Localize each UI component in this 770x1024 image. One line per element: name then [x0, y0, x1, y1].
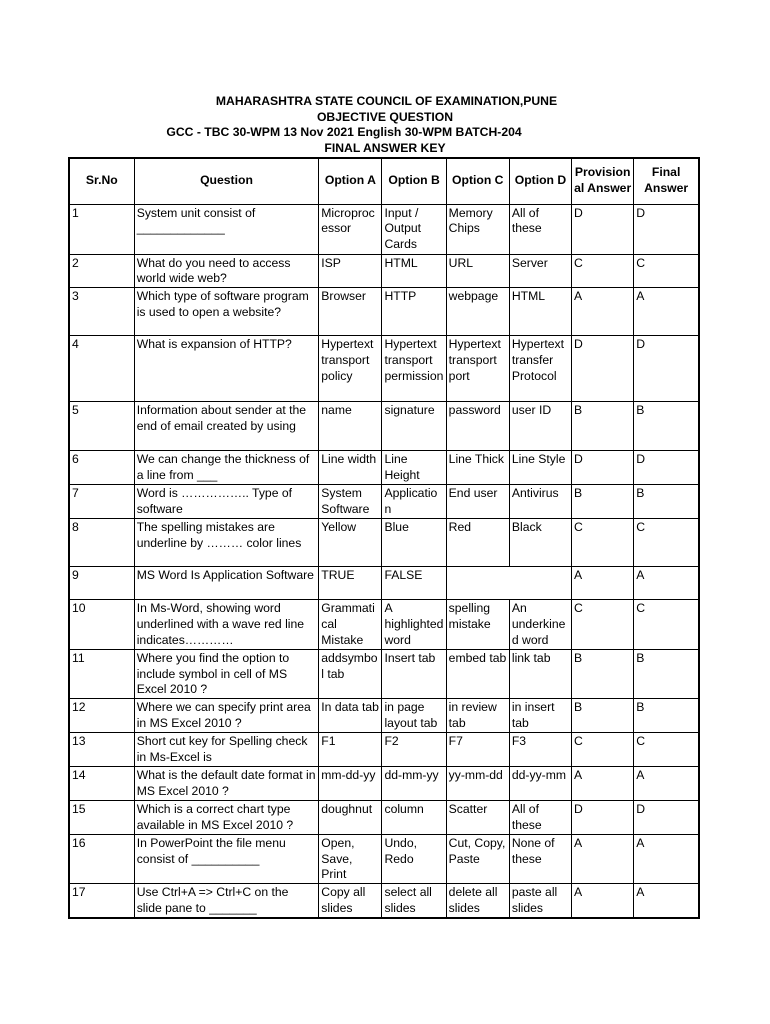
- document-header: [0, 94, 770, 156]
- cell-final-answer: A: [634, 884, 699, 918]
- cell-srno: 12: [69, 699, 134, 733]
- cell-option-d: Antivirus: [509, 485, 571, 519]
- cell-option-d: None of these: [509, 834, 571, 884]
- table-row: [69, 518, 699, 566]
- cell-provisional-answer: B: [572, 649, 634, 699]
- cell-option-c: embed tab: [446, 649, 509, 699]
- cell-option-b: FALSE: [382, 566, 446, 599]
- cell-question: The spelling mistakes are underline by ……… color lines: [134, 518, 319, 566]
- col-header-option-a: Option A: [319, 158, 382, 204]
- cell-final-answer: C: [634, 599, 699, 649]
- cell-srno: 17: [69, 884, 134, 918]
- cell-srno: 13: [69, 733, 134, 767]
- table-row: [69, 649, 699, 699]
- cell-option-c: Cut, Copy, Paste: [446, 834, 509, 884]
- cell-option-d: link tab: [509, 649, 571, 699]
- cell-option-a: addsymbol tab: [319, 649, 382, 699]
- cell-srno: 16: [69, 834, 134, 884]
- table-row: [69, 834, 699, 884]
- cell-final-answer: B: [634, 649, 699, 699]
- table-row: [69, 451, 699, 485]
- cell-question: In Ms-Word, showing word underlined with a wave red line indicates…………: [134, 599, 319, 649]
- cell-question: MS Word Is Application Software: [134, 566, 319, 599]
- cell-option-b: Application: [382, 485, 446, 519]
- cell-option-d: An underkined word: [509, 599, 571, 649]
- col-header-provisional-answer: Provisional Answer: [572, 158, 634, 204]
- cell-srno: 15: [69, 800, 134, 834]
- cell-option-a: System Software: [319, 485, 382, 519]
- cell-provisional-answer: A: [572, 884, 634, 918]
- cell-question: Where you find the option to include symbol in cell of MS Excel 2010 ?: [134, 649, 319, 699]
- cell-srno: 14: [69, 767, 134, 801]
- cell-question: System unit consist of _____________: [134, 204, 319, 254]
- cell-provisional-answer: D: [572, 336, 634, 402]
- cell-option-b: HTTP: [382, 288, 446, 336]
- cell-option-b: dd-mm-yy: [382, 767, 446, 801]
- cell-question: In PowerPoint the file menu consist of __________: [134, 834, 319, 884]
- cell-option-d: in insert tab: [509, 699, 571, 733]
- col-header-question: Question: [134, 158, 319, 204]
- table-row: [69, 800, 699, 834]
- cell-provisional-answer: A: [572, 288, 634, 336]
- cell-question: What is expansion of HTTP?: [134, 336, 319, 402]
- cell-final-answer: A: [634, 834, 699, 884]
- cell-option-a: In data tab: [319, 699, 382, 733]
- cell-option-a: name: [319, 402, 382, 451]
- cell-provisional-answer: C: [572, 518, 634, 566]
- cell-option-a: ISP: [319, 254, 382, 288]
- cell-srno: 3: [69, 288, 134, 336]
- cell-question: Short cut key for Spelling check in Ms-Excel is: [134, 733, 319, 767]
- cell-srno: 8: [69, 518, 134, 566]
- cell-option-b: HTML: [382, 254, 446, 288]
- cell-option-c: Line Thick: [446, 451, 509, 485]
- table-row: [69, 599, 699, 649]
- cell-option-a: Line width: [319, 451, 382, 485]
- cell-provisional-answer: B: [572, 485, 634, 519]
- cell-provisional-answer: D: [572, 451, 634, 485]
- cell-srno: 10: [69, 599, 134, 649]
- cell-option-a: doughnut: [319, 800, 382, 834]
- cell-final-answer: D: [634, 336, 699, 402]
- cell-provisional-answer: A: [572, 767, 634, 801]
- cell-option-c: URL: [446, 254, 509, 288]
- cell-option-b: Input / Output Cards: [382, 204, 446, 254]
- cell-srno: 9: [69, 566, 134, 599]
- cell-srno: 1: [69, 204, 134, 254]
- cell-option-c: delete all slides: [446, 884, 509, 918]
- cell-option-c: [446, 566, 571, 599]
- cell-final-answer: D: [634, 451, 699, 485]
- cell-option-a: Hypertext transport policy: [319, 336, 382, 402]
- cell-option-d: paste all slides: [509, 884, 571, 918]
- cell-final-answer: A: [634, 288, 699, 336]
- cell-question: Information about sender at the end of email created by using: [134, 402, 319, 451]
- cell-final-answer: C: [634, 518, 699, 566]
- cell-question: Which type of software program is used to open a website?: [134, 288, 319, 336]
- cell-srno: 7: [69, 485, 134, 519]
- cell-option-c: yy-mm-dd: [446, 767, 509, 801]
- cell-srno: 6: [69, 451, 134, 485]
- cell-srno: 11: [69, 649, 134, 699]
- cell-option-b: Undo, Redo: [382, 834, 446, 884]
- cell-question: What is the default date format in MS Excel 2010 ?: [134, 767, 319, 801]
- cell-question: Where we can specify print area in MS Excel 2010 ?: [134, 699, 319, 733]
- cell-question: We can change the thickness of a line from ___: [134, 451, 319, 485]
- cell-option-b: F2: [382, 733, 446, 767]
- cell-option-c: spelling mistake: [446, 599, 509, 649]
- cell-question: Word is …………….. Type of software: [134, 485, 319, 519]
- table-row: [69, 699, 699, 733]
- cell-option-d: Line Style: [509, 451, 571, 485]
- cell-question: Use Ctrl+A => Ctrl+C on the slide pane to _______: [134, 884, 319, 918]
- cell-option-c: Scatter: [446, 800, 509, 834]
- exam-details: GCC - TBC 30-WPM 13 Nov 2021 English 30-WPM BATCH-204: [166, 125, 522, 140]
- cell-provisional-answer: D: [572, 800, 634, 834]
- table-row: [69, 485, 699, 519]
- cell-option-c: webpage: [446, 288, 509, 336]
- cell-option-c: password: [446, 402, 509, 451]
- table-body: [69, 204, 699, 918]
- table-row: [69, 254, 699, 288]
- cell-final-answer: A: [634, 566, 699, 599]
- cell-option-b: Blue: [382, 518, 446, 566]
- table-header-row: [69, 158, 699, 204]
- cell-option-a: Grammatical Mistake: [319, 599, 382, 649]
- cell-option-b: column: [382, 800, 446, 834]
- cell-option-a: TRUE: [319, 566, 382, 599]
- cell-provisional-answer: C: [572, 254, 634, 288]
- table-row: [69, 884, 699, 918]
- col-header-option-d: Option D: [509, 158, 571, 204]
- table-row: [69, 767, 699, 801]
- cell-final-answer: B: [634, 485, 699, 519]
- cell-provisional-answer: D: [572, 204, 634, 254]
- cell-option-c: F7: [446, 733, 509, 767]
- cell-question: What do you need to access world wide web?: [134, 254, 319, 288]
- col-header-srno: Sr.No: [69, 158, 134, 204]
- col-header-final-answer: Final Answer: [634, 158, 699, 204]
- cell-option-b: A highlighted word: [382, 599, 446, 649]
- cell-option-a: Browser: [319, 288, 382, 336]
- cell-option-a: F1: [319, 733, 382, 767]
- council-title: MAHARASHTRA STATE COUNCIL OF EXAMINATION,PUNE: [215, 94, 558, 108]
- table-row: [69, 566, 699, 599]
- cell-option-c: Memory Chips: [446, 204, 509, 254]
- cell-final-answer: B: [634, 402, 699, 451]
- cell-final-answer: A: [634, 767, 699, 801]
- document-title: FINAL ANSWER KEY: [324, 140, 446, 155]
- cell-option-a: mm-dd-yy: [319, 767, 382, 801]
- cell-option-b: Insert tab: [382, 649, 446, 699]
- cell-option-b: Hypertext transport permission: [382, 336, 446, 402]
- cell-option-d: Hypertext transfer Protocol: [509, 336, 571, 402]
- answer-key-table: [68, 157, 700, 919]
- cell-option-b: select all slides: [382, 884, 446, 918]
- cell-srno: 4: [69, 336, 134, 402]
- cell-final-answer: D: [634, 204, 699, 254]
- cell-option-d: Server: [509, 254, 571, 288]
- table-row: [69, 288, 699, 336]
- cell-option-d: dd-yy-mm: [509, 767, 571, 801]
- cell-option-d: All of these: [509, 204, 571, 254]
- cell-option-c: End user: [446, 485, 509, 519]
- cell-provisional-answer: C: [572, 599, 634, 649]
- cell-final-answer: B: [634, 699, 699, 733]
- cell-option-d: HTML: [509, 288, 571, 336]
- cell-option-a: Yellow: [319, 518, 382, 566]
- cell-provisional-answer: C: [572, 733, 634, 767]
- col-header-option-b: Option B: [382, 158, 446, 204]
- cell-option-b: in page layout tab: [382, 699, 446, 733]
- cell-option-c: Hypertext transport port: [446, 336, 509, 402]
- cell-provisional-answer: A: [572, 834, 634, 884]
- cell-final-answer: C: [634, 254, 699, 288]
- document-type: OBJECTIVE QUESTION: [316, 109, 454, 124]
- table-row: [69, 336, 699, 402]
- cell-provisional-answer: A: [572, 566, 634, 599]
- cell-option-c: Red: [446, 518, 509, 566]
- cell-provisional-answer: B: [572, 699, 634, 733]
- cell-option-a: Open, Save, Print: [319, 834, 382, 884]
- cell-option-d: All of these: [509, 800, 571, 834]
- cell-srno: 5: [69, 402, 134, 451]
- cell-option-d: Black: [509, 518, 571, 566]
- cell-provisional-answer: B: [572, 402, 634, 451]
- cell-option-d: F3: [509, 733, 571, 767]
- cell-option-d: user ID: [509, 402, 571, 451]
- cell-srno: 2: [69, 254, 134, 288]
- col-header-option-c: Option C: [446, 158, 509, 204]
- table-row: [69, 402, 699, 451]
- cell-option-c: in review tab: [446, 699, 509, 733]
- cell-option-b: Line Height: [382, 451, 446, 485]
- cell-question: Which is a correct chart type available in MS Excel 2010 ?: [134, 800, 319, 834]
- cell-option-a: Microprocessor: [319, 204, 382, 254]
- cell-option-b: signature: [382, 402, 446, 451]
- table-row: [69, 733, 699, 767]
- cell-final-answer: D: [634, 800, 699, 834]
- cell-final-answer: C: [634, 733, 699, 767]
- table-row: [69, 204, 699, 254]
- cell-option-a: Copy all slides: [319, 884, 382, 918]
